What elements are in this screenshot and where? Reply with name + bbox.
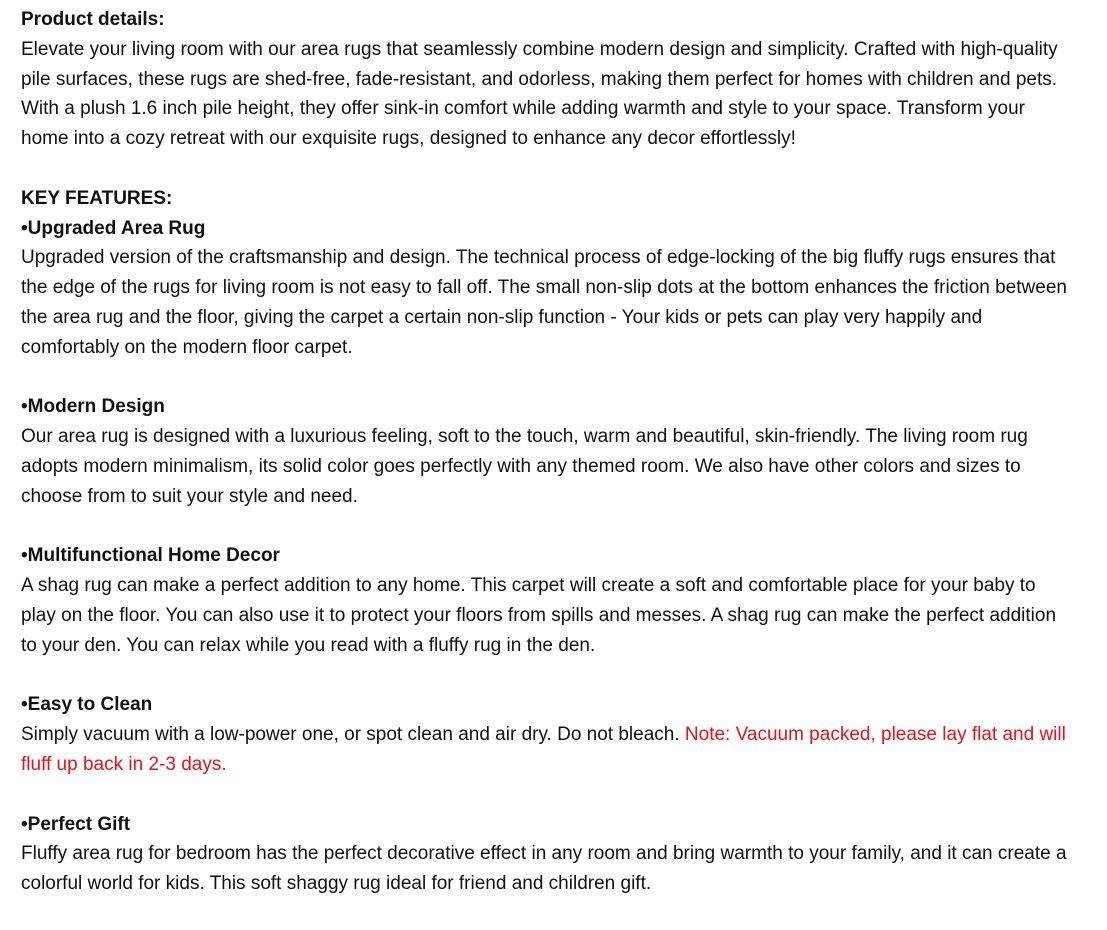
feature-perfect-gift [21, 810, 1071, 899]
feature-text: Upgraded version of the craftsmanship and design. The technical process of edge-locking of the big fluffy rugs ensures that the edge of the rugs for living room is not easy to fall off. The small non-slip dots at the bottom enhances the friction between the area rug and the floor, giving the carpet a certain non-slip function - Your kids or pets can play very happily and comfortably on the modern floor carpet. [21, 247, 1067, 358]
feature-title: •Perfect Gift [21, 813, 131, 835]
feature-upgraded-area-rug [21, 214, 1071, 363]
vacuum-packed-note: Note: Vacuum packed, please lay flat and will fluff up back in 2-3 days. [21, 724, 1066, 775]
product-details-text: Elevate your living room with our area rugs that seamlessly combine modern design and simplicity. Crafted with high-quality pile surfaces, these rugs are shed-free, fade-resistant, and odorless, making them perfect for homes with children and pets. With a plush 1.6 inch pile height, they offer sink-in comfort while adding warmth and style to your space. Transform your home into a cozy retreat with our exquisite rugs, designed to enhance any decor effortlessly! [21, 38, 1058, 150]
key-features-heading: KEY FEATURES: [21, 187, 173, 209]
feature-multifunctional-home-decor [21, 541, 1071, 660]
spacer [21, 780, 1071, 810]
spacer [21, 512, 1071, 542]
feature-title: •Multifunctional Home Decor [21, 545, 280, 567]
feature-title: •Upgraded Area Rug [21, 217, 206, 239]
feature-easy-to-clean [21, 690, 1071, 779]
feature-text: Simply vacuum with a low-power one, or spot clean and air dry. Do not bleach. [21, 724, 685, 746]
feature-text: Our area rug is designed with a luxurious feeling, soft to the touch, warm and beautiful, skin-friendly. The living room rug adopts modern minimalism, its solid color goes perfectly with any themed room. We also have other colors and sizes to choose from to suit your style and need. [21, 426, 1028, 507]
spacer [21, 154, 1071, 184]
spacer [21, 363, 1071, 393]
feature-text: A shag rug can make a perfect addition to any home. This carpet will create a soft and comfortable place for your baby to play on the floor. You can also use it to protect your floors from spills and messes. A shag rug can make the perfect addition to your den. You can relax while you read with a fluffy rug in the den. [21, 575, 1057, 656]
feature-text-with-note [21, 720, 1071, 780]
feature-text: Fluffy area rug for bedroom has the perfect decorative effect in any room and bring warmth to your family, and it can create a colorful world for kids. This soft shaggy rug ideal for friend and children gift. [21, 843, 1067, 895]
spacer [21, 661, 1071, 691]
feature-title: •Modern Design [21, 396, 165, 418]
feature-modern-design [21, 392, 1071, 511]
feature-title: •Easy to Clean [21, 694, 153, 716]
product-details-heading: Product details: [21, 9, 165, 30]
product-description [21, 5, 1071, 899]
